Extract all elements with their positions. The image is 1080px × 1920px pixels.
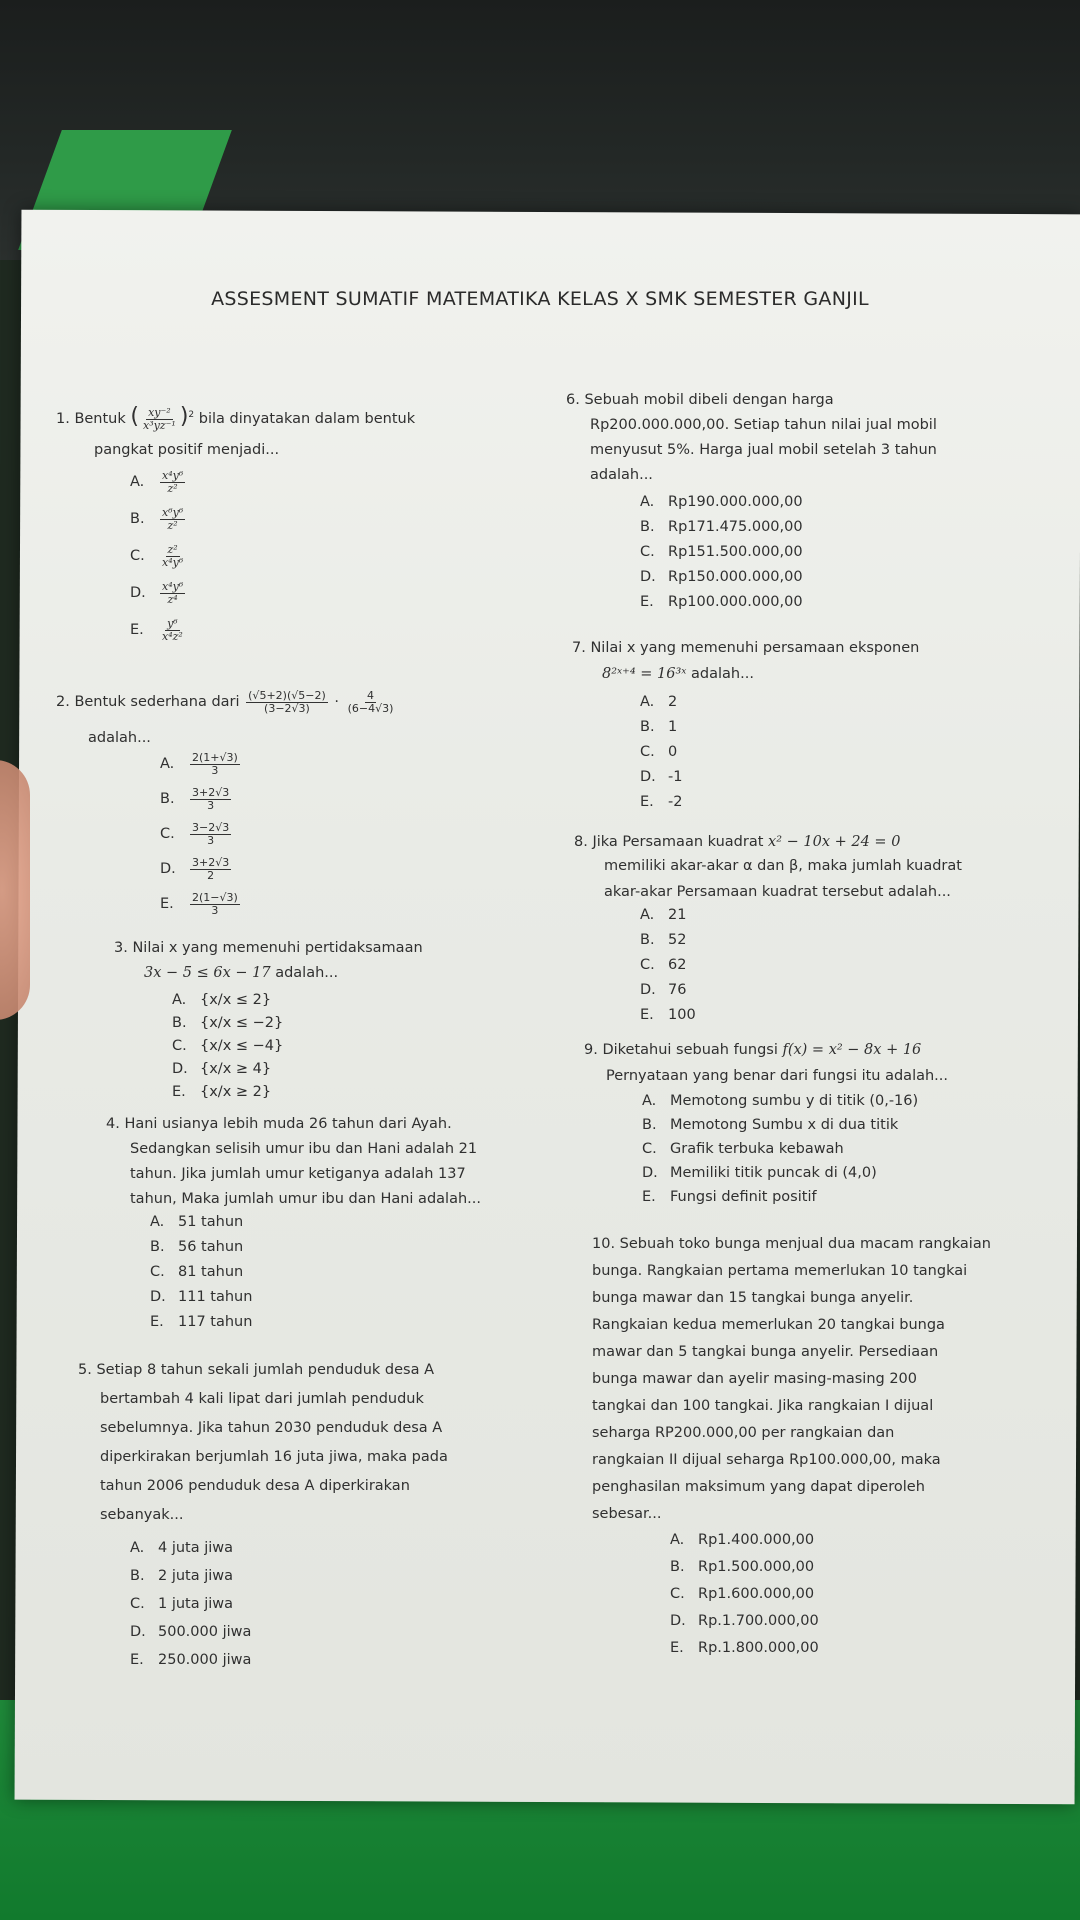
option-text: Rp171.475.000,00 (668, 519, 803, 535)
q1-stem: 1. Bentuk ( $\frac{\text{xy⁻²}}{\text{x³yz⁻¹}}$ )$^2$ bila dinyatakan dalam bentuk (56, 404, 416, 432)
q9-line1 (584, 1042, 921, 1059)
q9-line2: Pernyataan yang benar dari fungsi itu adalah... (606, 1068, 948, 1084)
q9-function: f(x) = x² − 8x + 16 (782, 1042, 922, 1058)
q9-option (642, 1165, 877, 1182)
option-fraction (160, 507, 185, 531)
option-text: Rp190.000.000,00 (668, 494, 803, 510)
option-text: Rp1.600.000,00 (698, 1586, 815, 1602)
option-text: Grafik terbuka kebawah (670, 1141, 844, 1157)
option-letter: C. (642, 1141, 657, 1157)
q10-stem-line: bunga mawar dan ayelir masing-masing 200 (592, 1371, 918, 1387)
option-text: Rp.1.800.000,00 (698, 1640, 819, 1656)
q2-option (160, 787, 233, 811)
option-text: 81 tahun (178, 1264, 244, 1280)
q2-option (160, 752, 242, 776)
q8-line2: memiliki akar-akar α dan β, maka jumlah kuadrat (604, 858, 962, 874)
q4-stem-line: 4. Hani usianya lebih muda 26 tahun dari Ayah. (106, 1116, 452, 1132)
option-letter: E. (670, 1640, 684, 1656)
option-letter: A. (130, 1540, 145, 1556)
fraction-numerator: z² (167, 543, 178, 556)
option-text: Memotong Sumbu x di dua titik (670, 1117, 899, 1133)
option-letter: C. (160, 826, 175, 843)
option-text: 111 tahun (178, 1289, 253, 1305)
q10-stem-line: bunga. Rangkaian pertama memerlukan 10 tangkai (592, 1263, 968, 1279)
option-text: 500.000 jiwa (158, 1624, 252, 1640)
q5-option (130, 1652, 251, 1669)
fraction-denominator: z⁴ (167, 592, 178, 606)
q3-option (172, 992, 271, 1009)
option-text: Rp.1.700.000,00 (698, 1613, 819, 1629)
option-text: 2 juta jiwa (158, 1568, 234, 1584)
option-letter: A. (130, 474, 145, 491)
option-letter: E. (130, 1652, 144, 1668)
q4-stem-line: tahun. Jika jumlah umur ketiganya adalah 137 (130, 1166, 466, 1182)
option-text: 52 (668, 932, 687, 948)
option-letter: A. (640, 907, 655, 923)
option-letter: B. (160, 791, 175, 808)
exam-title: ASSESMENT SUMATIF MATEMATIKA KELAS X SMK SEMESTER GANJIL (211, 288, 869, 310)
option-letter: D. (172, 1061, 188, 1077)
option-text: {x/x ≤ −2} (200, 1015, 284, 1031)
q3-inequality: 3x − 5 ≤ 6x − 17 (144, 965, 271, 981)
q10-stem-line: seharga RP200.000,00 per rangkaian dan (592, 1425, 895, 1441)
option-letter: A. (160, 756, 175, 773)
option-text: Rp151.500.000,00 (668, 544, 803, 560)
fraction-denominator: 3 (211, 763, 219, 777)
option-fraction (190, 822, 231, 846)
fraction-numerator: x⁶y⁶ (162, 506, 184, 519)
option-letter: D. (150, 1289, 166, 1305)
q9-option (642, 1141, 844, 1158)
option-fraction (190, 892, 240, 916)
fraction-numerator: 3−2√3 (192, 821, 230, 834)
q6-stem-line: 6. Sebuah mobil dibeli dengan harga (566, 392, 834, 408)
q3-option (172, 1061, 271, 1078)
q1-option (130, 470, 187, 494)
thumb-overlay (0, 760, 30, 1020)
fraction-numerator: 2(1+√3) (192, 751, 238, 764)
option-letter: B. (670, 1559, 685, 1575)
q8-line1 (574, 834, 900, 851)
q4-stem-line: Sedangkan selisih umur ibu dan Hani adalah 21 (130, 1141, 478, 1157)
q2-fraction-1: $\frac{(√5+2)(√5-2)}{(3-2√3)}$ (248, 689, 326, 715)
option-text: Rp100.000.000,00 (668, 594, 803, 610)
fraction-denominator: z² (167, 518, 178, 532)
q1-option (130, 581, 187, 605)
option-fraction (190, 752, 240, 776)
q7-option (640, 794, 682, 811)
q1-line2: pangkat positif menjadi... (94, 442, 280, 458)
q1-option (130, 507, 187, 531)
option-text: Fungsi definit positif (670, 1189, 817, 1205)
option-letter: D. (160, 861, 176, 878)
option-fraction (160, 470, 185, 494)
fraction-denominator: x⁴z² (162, 629, 183, 643)
option-letter: D. (130, 1624, 146, 1640)
option-text: -2 (668, 794, 683, 810)
option-letter: B. (172, 1015, 187, 1031)
option-letter: E. (160, 896, 174, 913)
q4-stem-line: tahun, Maka jumlah umur ibu dan Hani adalah... (130, 1191, 481, 1207)
q7-line2-rest: adalah... (691, 666, 754, 682)
fraction-denominator: 3 (207, 833, 215, 847)
option-fraction (190, 857, 231, 881)
option-text: 1 (668, 719, 678, 735)
fraction-numerator: x⁴y⁶ (162, 469, 184, 482)
q7-option (640, 719, 677, 736)
option-text: {x/x ≥ 4} (200, 1061, 272, 1077)
q7-option (640, 744, 677, 761)
option-fraction (160, 618, 185, 642)
option-text: 2 (668, 694, 678, 710)
q2-dot: · (334, 694, 339, 711)
option-text: 62 (668, 957, 687, 973)
q1-lead: 1. Bentuk (56, 411, 126, 427)
option-text: 250.000 jiwa (158, 1652, 252, 1668)
option-text: 76 (668, 982, 687, 998)
q10-option (670, 1586, 814, 1603)
q10-stem-line: penghasilan maksimum yang dapat diperoleh (592, 1479, 925, 1495)
option-letter: C. (130, 1596, 145, 1612)
q6-option (640, 519, 803, 536)
q5-option (130, 1596, 233, 1613)
fraction-numerator: x⁴y⁶ (162, 580, 184, 593)
option-text: 56 tahun (178, 1239, 244, 1255)
option-letter: E. (640, 1007, 654, 1023)
option-text: 117 tahun (178, 1314, 253, 1330)
option-letter: C. (640, 544, 655, 560)
option-letter: B. (640, 932, 655, 948)
option-letter: B. (640, 519, 655, 535)
option-text: 21 (668, 907, 687, 923)
q1-power: 2 (188, 410, 195, 421)
option-letter: A. (640, 694, 655, 710)
q6-option (640, 544, 803, 561)
option-letter: C. (150, 1264, 165, 1280)
q3-line2 (144, 965, 338, 982)
option-letter: E. (640, 594, 654, 610)
option-letter: C. (172, 1038, 187, 1054)
q5-stem-line: 5. Setiap 8 tahun sekali jumlah penduduk desa A (78, 1362, 434, 1378)
q5-option (130, 1540, 233, 1557)
option-text: 1 juta jiwa (158, 1596, 234, 1612)
option-letter: A. (670, 1532, 685, 1548)
q5-stem-line: diperkirakan berjumlah 16 juta jiwa, maka pada (100, 1449, 448, 1465)
q3-option (172, 1038, 283, 1055)
q10-stem-line: 10. Sebuah toko bunga menjual dua macam rangkaian (592, 1236, 991, 1252)
option-text: Memiliki titik puncak di (4,0) (670, 1165, 877, 1181)
q10-option (670, 1613, 819, 1630)
q1-rest: bila dinyatakan dalam bentuk (198, 411, 416, 427)
q2-lead: 2. Bentuk sederhana dari (56, 694, 240, 711)
option-letter: D. (130, 585, 146, 602)
option-letter: E. (172, 1084, 186, 1100)
fraction-denominator: x⁴y⁶ (162, 555, 184, 569)
q3-line2-rest: adalah... (275, 965, 339, 981)
q5-stem-line: sebelumnya. Jika tahun 2030 penduduk desa A (100, 1420, 443, 1436)
q6-stem-line: Rp200.000.000,00. Setiap tahun nilai jual mobil (590, 417, 937, 433)
option-text: Rp1.400.000,00 (698, 1532, 815, 1548)
option-letter: E. (640, 794, 654, 810)
q3-option (172, 1015, 283, 1032)
q2-option (160, 892, 242, 916)
q4-option (150, 1289, 252, 1306)
option-text: Rp150.000.000,00 (668, 569, 803, 585)
q2-stem (56, 690, 397, 714)
fraction-numerator: y⁶ (167, 617, 178, 630)
q4-option (150, 1214, 243, 1231)
option-letter: A. (640, 494, 655, 510)
option-letter: D. (642, 1165, 658, 1181)
q5-stem-line: bertambah 4 kali lipat dari jumlah penduduk (100, 1391, 424, 1407)
option-text: {x/x ≥ 2} (200, 1084, 272, 1100)
q5-stem-line: tahun 2006 penduduk desa A diperkirakan (100, 1478, 410, 1494)
option-letter: B. (130, 1568, 145, 1584)
q5-option (130, 1568, 233, 1585)
q10-stem-line: bunga mawar dan 15 tangkai bunga anyelir. (592, 1290, 914, 1306)
option-text: Rp1.500.000,00 (698, 1559, 815, 1575)
option-letter: B. (642, 1117, 657, 1133)
q6-option (640, 594, 803, 611)
q9-lead: 9. Diketahui sebuah fungsi (584, 1042, 778, 1058)
q7-line1: 7. Nilai x yang memenuhi persamaan eksponen (572, 640, 920, 656)
option-letter: D. (640, 982, 656, 998)
q10-option (670, 1559, 814, 1576)
option-text: 51 tahun (178, 1214, 244, 1230)
q2-fraction-2: $\frac{4}{(6-4√3)}$ (347, 689, 394, 715)
q6-stem-line: adalah... (590, 467, 653, 483)
option-letter: B. (130, 511, 145, 528)
fraction-denominator: z² (167, 481, 178, 495)
fraction-numerator: 3+2√3 (192, 786, 230, 799)
q5-stem-line: sebanyak... (100, 1507, 184, 1523)
option-letter: E. (130, 622, 144, 639)
q8-line3: akar-akar Persamaan kuadrat tersebut adalah... (604, 884, 951, 900)
q8-option (640, 982, 686, 999)
q4-option (150, 1239, 243, 1256)
q9-option (642, 1117, 898, 1134)
q10-stem-line: mawar dan 5 tangkai bunga anyelir. Persediaan (592, 1344, 939, 1360)
q5-option (130, 1624, 251, 1641)
option-letter: D. (670, 1613, 686, 1629)
option-letter: A. (642, 1093, 657, 1109)
fraction-denominator: 3 (207, 798, 215, 812)
option-letter: A. (150, 1214, 165, 1230)
option-text: -1 (668, 769, 683, 785)
q10-option (670, 1640, 819, 1657)
option-text: {x/x ≤ 2} (200, 992, 272, 1008)
option-fraction (160, 581, 185, 605)
option-fraction (190, 787, 231, 811)
q8-equation: x² − 10x + 24 = 0 (768, 834, 901, 850)
q8-option (640, 932, 686, 949)
q9-option (642, 1189, 817, 1206)
q8-option (640, 957, 686, 974)
option-letter: C. (670, 1586, 685, 1602)
option-letter: E. (150, 1314, 164, 1330)
option-letter: C. (640, 744, 655, 760)
q4-option (150, 1264, 243, 1281)
q8-option (640, 1007, 696, 1024)
option-text: 100 (668, 1007, 696, 1023)
q1-expression: $\frac{\text{xy⁻²}}{\text{x³yz⁻¹}}$ (142, 405, 176, 432)
q10-option (670, 1532, 814, 1549)
option-letter: C. (130, 548, 145, 565)
q7-option (640, 769, 682, 786)
option-text: Memotong sumbu y di titik (0,-16) (670, 1093, 919, 1109)
option-letter: B. (150, 1239, 165, 1255)
option-fraction (160, 544, 185, 568)
q6-option (640, 494, 803, 511)
q2-option (160, 822, 233, 846)
option-letter: D. (640, 569, 656, 585)
fraction-denominator: 2 (207, 868, 215, 882)
option-letter: B. (640, 719, 655, 735)
q6-option (640, 569, 803, 586)
q9-option (642, 1093, 918, 1110)
option-letter: E. (642, 1189, 656, 1205)
q2-line2: adalah... (88, 730, 151, 746)
fraction-numerator: 3+2√3 (192, 856, 230, 869)
q2-option (160, 857, 233, 881)
q10-stem-line: rangkaian II dijual seharga Rp100.000,00, maka (592, 1452, 941, 1468)
fraction-denominator: 3 (211, 903, 219, 917)
q8-option (640, 907, 686, 924)
q8-lead: 8. Jika Persamaan kuadrat (574, 834, 764, 850)
q6-stem-line: menyusut 5%. Harga jual mobil setelah 3 tahun (590, 442, 937, 458)
q3-option (172, 1084, 271, 1101)
q10-stem-line: tangkai dan 100 tangkai. Jika rangkaian I dijual (592, 1398, 934, 1414)
option-letter: C. (640, 957, 655, 973)
option-text: {x/x ≤ −4} (200, 1038, 284, 1054)
q1-option (130, 544, 187, 568)
q4-option (150, 1314, 252, 1331)
q7-option (640, 694, 677, 711)
option-text: 4 juta jiwa (158, 1540, 234, 1556)
q7-line2 (602, 666, 754, 683)
q10-stem-line: Rangkaian kedua memerlukan 20 tangkai bunga (592, 1317, 945, 1333)
q1-option (130, 618, 187, 642)
fraction-numerator: 2(1−√3) (192, 891, 238, 904)
q10-stem-line: sebesar... (592, 1506, 662, 1522)
option-text: 0 (668, 744, 678, 760)
option-letter: D. (640, 769, 656, 785)
option-letter: A. (172, 992, 187, 1008)
q7-equation: 8²ˣ⁺⁴ = 16³ˣ (602, 666, 687, 682)
q3-line1: 3. Nilai x yang memenuhi pertidaksamaan (114, 940, 423, 956)
